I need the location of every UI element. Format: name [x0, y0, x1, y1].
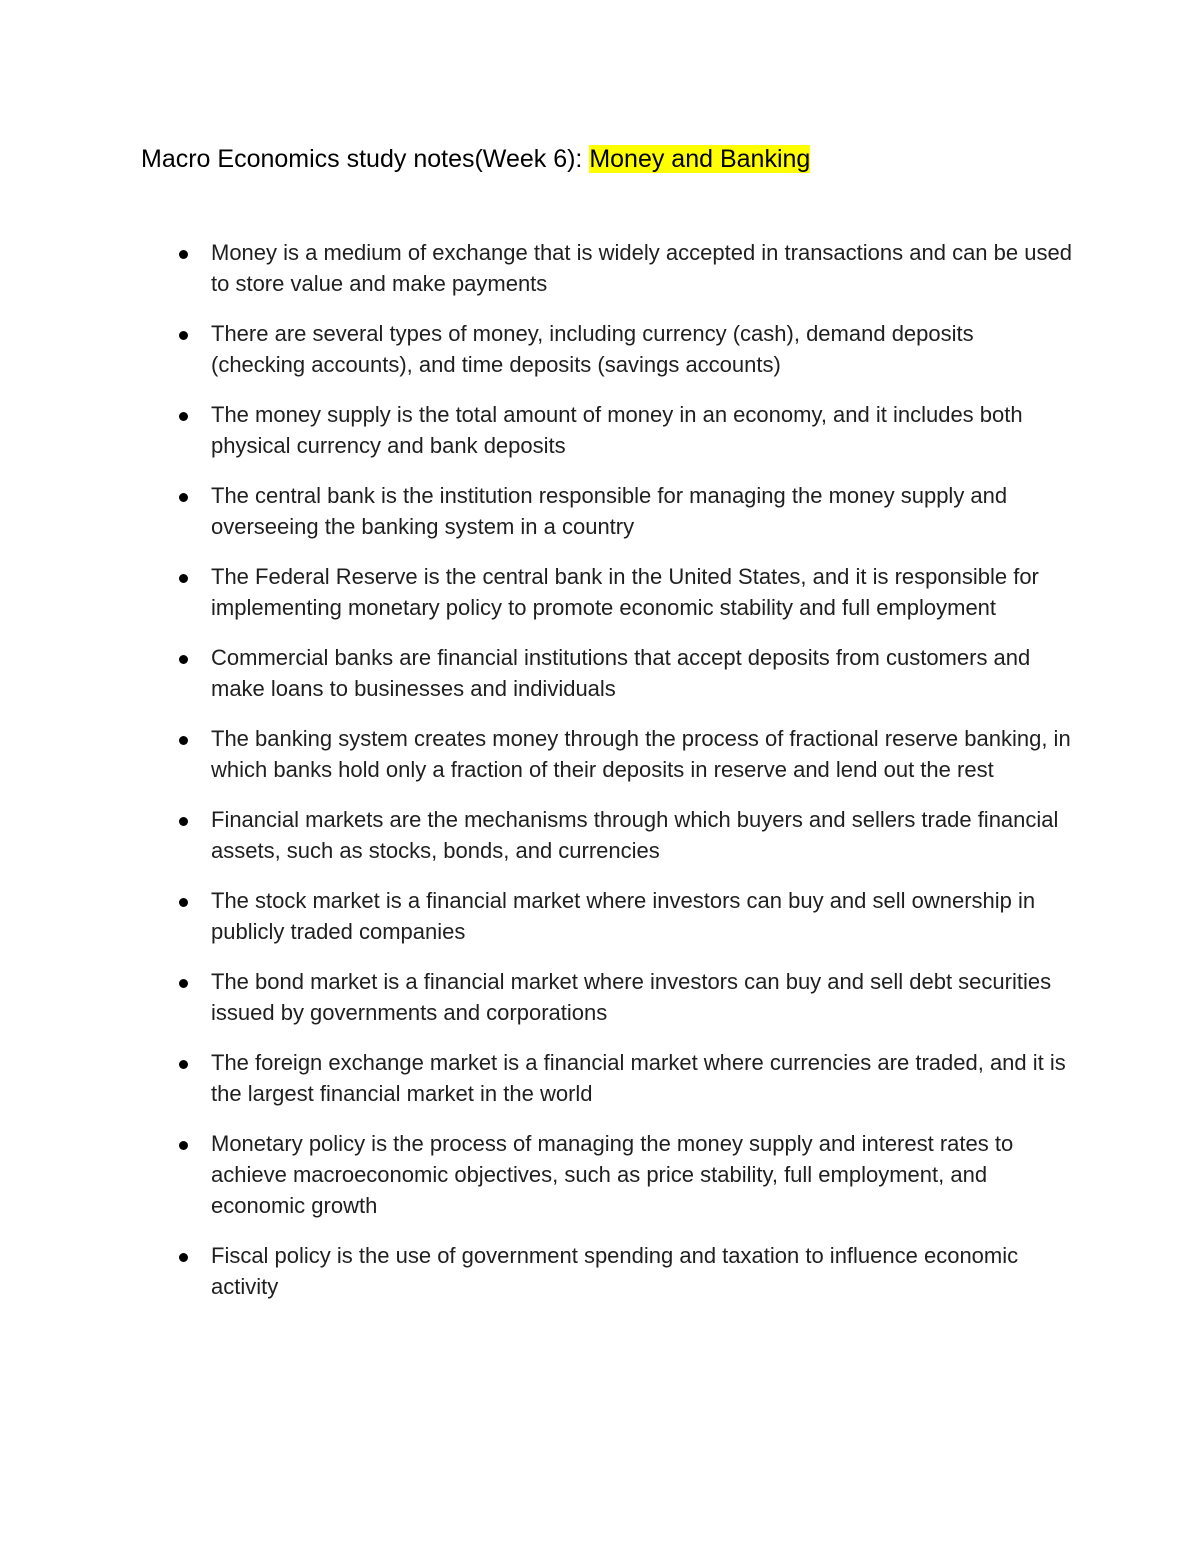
bullet-icon — [179, 331, 188, 340]
note-text: The bond market is a financial market where investors can buy and sell debt securities issued by governments and corporations — [211, 969, 1052, 1025]
note-text: The stock market is a financial market where investors can buy and sell ownership in publicly traded companies — [211, 888, 1036, 944]
bullet-icon — [179, 817, 188, 826]
note-text: The banking system creates money through the process of fractional reserve banking, in which banks hold only a fraction of their deposits in reserve and lend out the rest — [211, 726, 1071, 782]
bullet-icon — [179, 493, 188, 502]
bullet-icon — [179, 1141, 188, 1150]
list-item — [173, 237, 1073, 299]
list-item — [173, 885, 1073, 947]
notes-list — [173, 237, 1073, 1321]
note-text: Fiscal policy is the use of government spending and taxation to influence economic activity — [211, 1243, 1019, 1299]
note-text: There are several types of money, including currency (cash), demand deposits (checking accounts), and time deposits (savings accounts) — [211, 321, 974, 377]
bullet-icon — [179, 250, 188, 259]
bullet-icon — [179, 979, 188, 988]
list-item — [173, 804, 1073, 866]
list-item — [173, 318, 1073, 380]
note-text: The foreign exchange market is a financial market where currencies are traded, and it is the largest financial market in the world — [211, 1050, 1066, 1106]
list-item — [173, 1047, 1073, 1109]
note-text: Financial markets are the mechanisms through which buyers and sellers trade financial assets, such as stocks, bonds, and currencies — [211, 807, 1059, 863]
list-item — [173, 480, 1073, 542]
page-title — [141, 141, 810, 177]
list-item — [173, 399, 1073, 461]
note-text: The central bank is the institution responsible for managing the money supply and overseeing the banking system in a country — [211, 483, 1008, 539]
bullet-icon — [179, 898, 188, 907]
bullet-icon — [179, 1060, 188, 1069]
title-highlight: Money and Banking — [589, 145, 811, 173]
note-text: The money supply is the total amount of money in an economy, and it includes both physical currency and bank deposits — [211, 402, 1023, 458]
list-item — [173, 561, 1073, 623]
bullet-icon — [179, 412, 188, 421]
list-item — [173, 966, 1073, 1028]
bullet-icon — [179, 1253, 188, 1262]
list-item — [173, 1128, 1073, 1221]
note-text: Commercial banks are financial institutions that accept deposits from customers and make loans to businesses and individuals — [211, 645, 1031, 701]
bullet-icon — [179, 736, 188, 745]
note-text: The Federal Reserve is the central bank in the United States, and it is responsible for implementing monetary policy to promote economic stability and full employment — [211, 564, 1039, 620]
note-text: Money is a medium of exchange that is widely accepted in transactions and can be used to store value and make payments — [211, 240, 1072, 296]
title-prefix: Macro Economics study notes(Week 6): — [141, 145, 590, 173]
bullet-icon — [179, 574, 188, 583]
note-text: Monetary policy is the process of managing the money supply and interest rates to achieve macroeconomic objectives, such as price stability, full employment, and economic growth — [211, 1131, 1014, 1218]
list-item — [173, 642, 1073, 704]
list-item — [173, 1240, 1073, 1302]
list-item — [173, 723, 1073, 785]
bullet-icon — [179, 655, 188, 664]
